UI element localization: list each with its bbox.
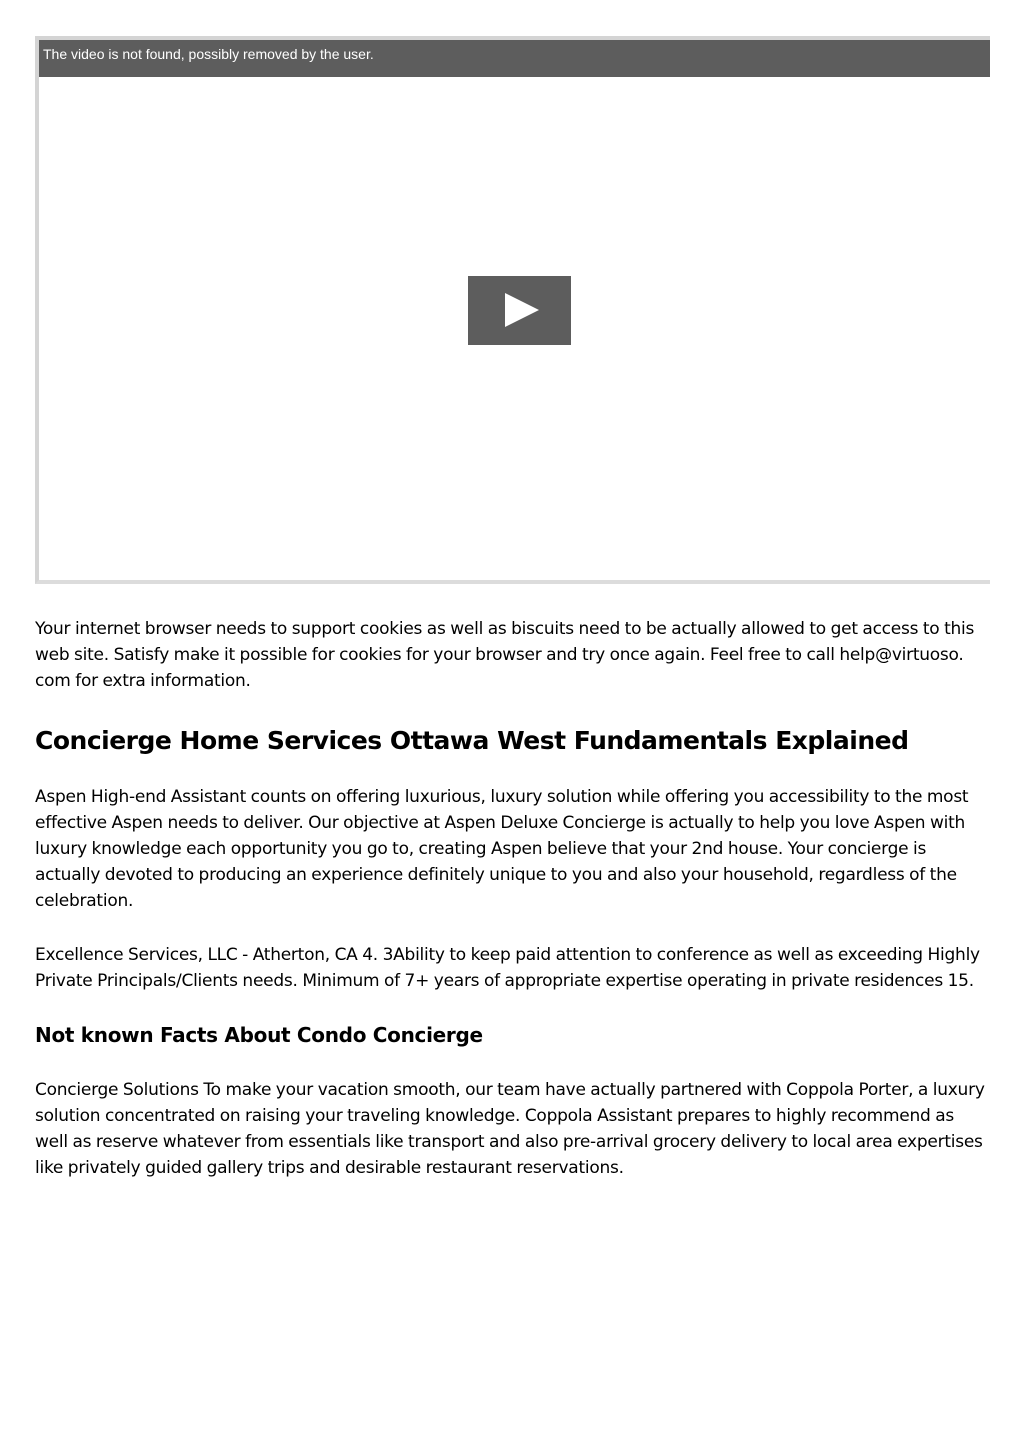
play-button[interactable]: [468, 276, 571, 345]
video-error-message: The video is not found, possibly removed by the user.: [43, 46, 374, 62]
concierge-paragraph: Concierge Solutions To make your vacation smooth, our team have actually partnered with Coppola Porter, a luxury solution concentrated on raising your traveling knowledge. Coppola Assistant prepares to highly recommend as well as reserve whatever from essentials like transport and also pre-arrival grocery delivery to local area expertises like privately guided gallery trips and desirable restaurant reservations.: [35, 1080, 985, 1178]
excellence-paragraph: Excellence Services, LLC - Atherton, CA 4. 3Ability to keep paid attention to conference as well as exceeding Highly Private Principals/Clients needs. Minimum of 7+ years of appropriate expertise operating in private residences 15.: [35, 945, 980, 991]
intro-paragraph: Your internet browser needs to support cookies as well as biscuits need to be actually allowed to get access to this web site. Satisfy make it possible for cookies for your browser and try once again. Feel free to call help@virtuoso. com for extra information.: [35, 619, 975, 691]
play-icon: [505, 293, 539, 327]
sub-heading: Not known Facts About Condo Concierge: [35, 1023, 483, 1047]
video-player[interactable]: [35, 36, 990, 584]
main-heading: Concierge Home Services Ottawa West Fundamentals Explained: [35, 726, 909, 755]
page-content: [35, 36, 990, 1181]
video-title-bar: [39, 40, 990, 77]
aspen-paragraph: Aspen High-end Assistant counts on offering luxurious, luxury solution while offering you accessibility to the most effective Aspen needs to deliver. Our objective at Aspen Deluxe Concierge is actually to help you love Aspen with luxury knowledge each opportunity you go to, creating Aspen believe that your 2nd house. Your concierge is actually devoted to producing an experience definitely unique to you and also your household, regardless of the celebration.: [35, 787, 969, 911]
